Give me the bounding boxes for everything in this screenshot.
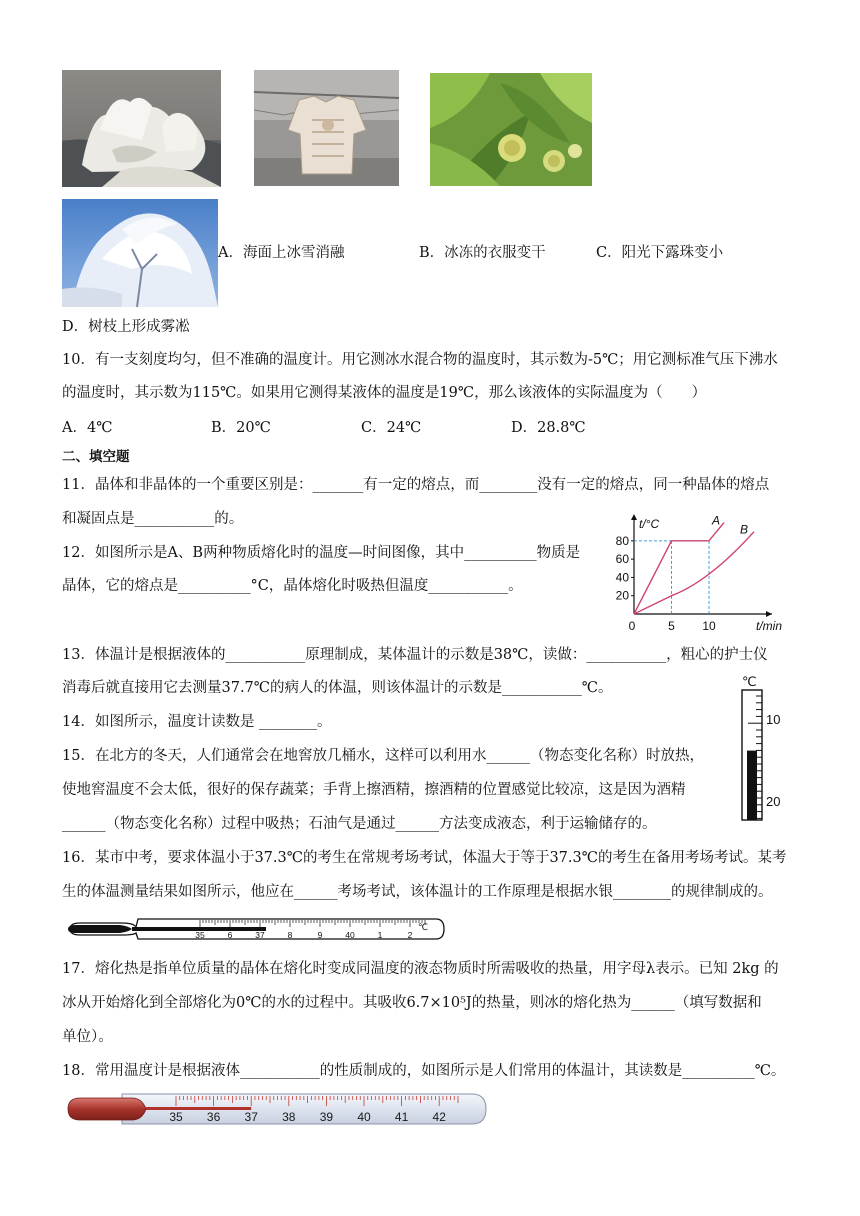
- q15-text-line1: 15．在北方的冬天，人们通常会在地窖放几桶水，这样可以利用水______（物态变化名称）时放热，: [62, 748, 704, 764]
- scale-label: 38: [282, 1110, 296, 1124]
- q18-text-line1: 18．常用温度计是根据液体___________的性质制成的，如图所示是人们常用的体温计，其读数是__________℃。: [62, 1063, 786, 1079]
- series-line-a: [634, 523, 724, 614]
- scale-label: 1: [377, 930, 383, 940]
- scale-label: 39: [319, 1110, 334, 1124]
- q10-option-b[interactable]: B．20℃: [211, 420, 271, 436]
- q9-option-d[interactable]: D．树枝上形成雾凇: [62, 319, 190, 335]
- q17-text-line2: 冰从开始熔化到全部熔化为0℃的水的过程中。其吸收6.7×10⁵J的热量，则冰的熔化热为______（填写数据和: [62, 995, 762, 1011]
- melting-curve-chart: [606, 508, 783, 634]
- scale-label: 42: [432, 1110, 446, 1124]
- x-tick-label: 0: [628, 619, 636, 633]
- y-tick-label: 80: [615, 533, 629, 548]
- scale-label: 37: [244, 1110, 258, 1124]
- q13-text-line2: 消毒后就直接用它去测量37.7℃的病人的体温，则该体温计的示数是___________℃。: [62, 680, 613, 696]
- frozen-clothes-photo: [254, 70, 399, 186]
- q16-text-line2: 生的体温测量结果如图所示，他应在______考场考试，该体温计的工作原理是根据水银________的规律制成的。: [62, 884, 773, 900]
- thermometer-unit-label: ℃: [418, 922, 429, 932]
- scale-label: 8: [287, 930, 293, 940]
- mercury-column: [146, 1107, 251, 1110]
- section-title-fill-in: 二、填空题: [62, 449, 130, 465]
- x-tick-label: 10: [702, 619, 716, 633]
- q16-text-line1: 16．某市中考，要求体温小于37.3℃的考生在常规考场考试，体温大于等于37.3℃的考生在备用考场考试。某考: [62, 850, 787, 866]
- q12-text-line1: 12．如图所示是A、B两种物质熔化时的温度—时间图像，其中__________物质是: [62, 545, 581, 561]
- scale-label: 36: [206, 1110, 221, 1124]
- series-line-b: [634, 532, 754, 614]
- q12-text-line2: 晶体，它的熔点是__________°C，晶体熔化时吸热但温度___________。: [62, 578, 523, 594]
- thermometer-label-20: 20: [766, 794, 781, 809]
- q17-text-line1: 17．熔化热是指单位质量的晶体在熔化时变成同温度的液态物质时所需吸收的热量，用字母λ表示。已知 2kg 的: [62, 961, 779, 977]
- q17-text-line3: 单位）。: [62, 1029, 113, 1045]
- q15-text-line2: 使地窖温度不会太低，很好的保存蔬菜；手背上擦酒精，擦酒精的位置感觉比较凉，这是因为酒精: [62, 782, 686, 798]
- q10-text-line1: 10．有一支刻度均匀，但不准确的温度计。用它测冰水混合物的温度时，其示数为-5℃；用它测标准气压下沸水: [62, 352, 778, 368]
- x-axis-arrow: [766, 611, 772, 617]
- q10-option-c[interactable]: C．24℃: [361, 420, 422, 436]
- vertical-thermometer: [728, 672, 798, 824]
- sea-ice-photo: [62, 70, 221, 187]
- scale-label: 6: [227, 930, 233, 940]
- rime-tree-photo: [62, 199, 218, 307]
- scale-label: 2: [407, 930, 413, 940]
- x-tick-label: 5: [668, 619, 675, 633]
- scale-label: 40: [345, 930, 355, 940]
- q11-text-line1: 11．晶体和非晶体的一个重要区别是：_______有一定的熔点，而________没有一定的熔点，同一种晶体的熔点: [62, 477, 770, 493]
- q11-text-line2: 和凝固点是___________的。: [62, 511, 244, 527]
- y-axis-label: t/°C: [639, 517, 660, 531]
- q9-option-b[interactable]: B．冰冻的衣服变干: [419, 245, 546, 261]
- scale-label: 40: [357, 1110, 371, 1124]
- q10-text-line2: 的温度时，其示数为115℃。如果用它测得某液体的温度是19℃，那么该液体的实际温度为（ ）: [62, 385, 707, 401]
- scale-label: 37: [255, 930, 265, 940]
- q13-text-line1: 13．体温计是根据液体的___________原理制成，某体温计的示数是38℃，读做：___________，粗心的护士仪: [62, 647, 768, 663]
- scale-label: 41: [394, 1110, 409, 1124]
- q9-option-c[interactable]: C．阳光下露珠变小: [596, 245, 724, 261]
- q15-text-line3: ______（物态变化名称）过程中吸热；石油气是通过______方法变成液态，利于运输储存的。: [62, 816, 657, 832]
- y-tick-label: 60: [615, 552, 629, 567]
- thermometer-unit-label: ℃: [742, 674, 757, 689]
- y-tick-label: 20: [615, 588, 629, 603]
- scale-label: 9: [317, 930, 323, 940]
- q10-option-a[interactable]: A．4℃: [62, 420, 113, 436]
- q10-option-d[interactable]: D．28.8℃: [511, 420, 586, 436]
- scale-label: 35: [169, 1110, 183, 1124]
- scale-label: 35: [195, 930, 205, 940]
- series-label-b: B: [740, 522, 749, 537]
- thermometer-liquid-column: [747, 751, 757, 820]
- y-axis-arrow: [631, 514, 637, 520]
- clinical-thermometer-bw: [62, 913, 448, 945]
- thermometer-label-10: 10: [766, 712, 781, 727]
- q14-text: 14．如图所示，温度计读数是 ________。: [62, 714, 332, 730]
- series-label-a: A: [712, 513, 721, 528]
- x-axis-label: t/min: [756, 619, 783, 633]
- clinical-thermometer-color: [62, 1090, 490, 1128]
- y-tick-label: 40: [615, 570, 629, 585]
- dew-leaf-photo: [430, 73, 592, 186]
- q9-option-a[interactable]: A．海面上冰雪消融: [218, 245, 345, 261]
